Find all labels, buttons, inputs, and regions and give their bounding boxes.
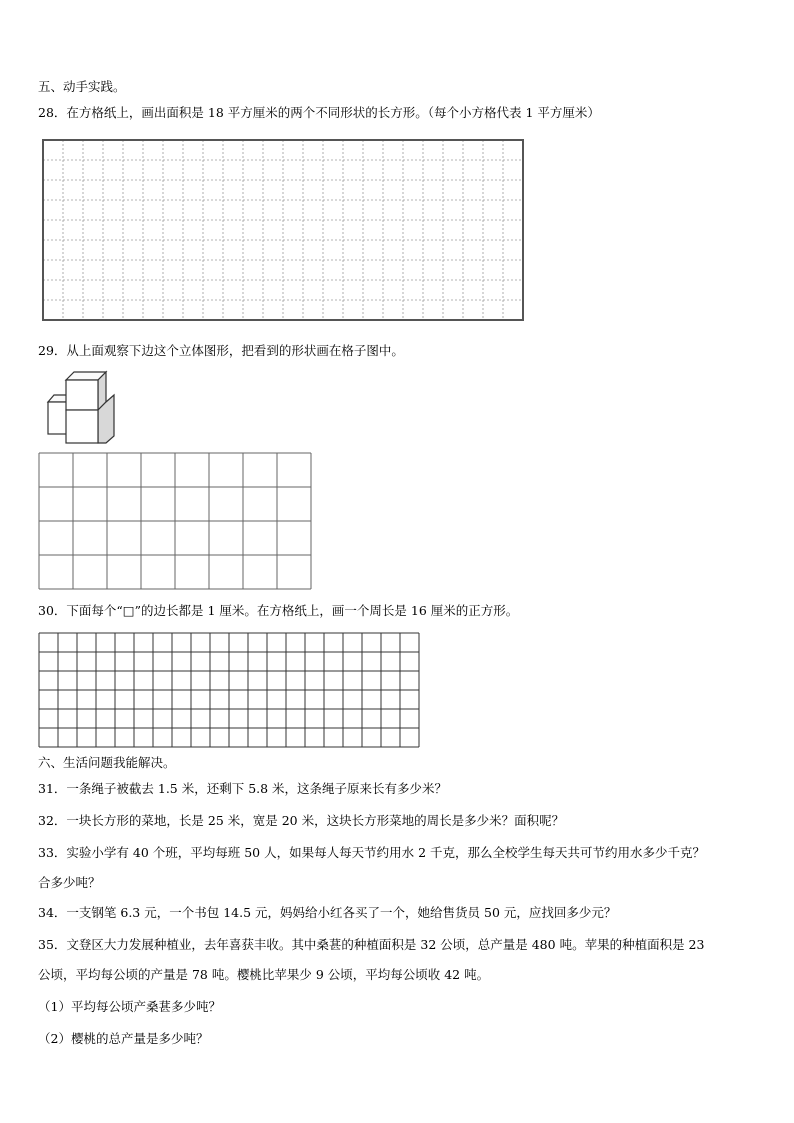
question-35-line-1: 35．文登区大力发展种植业，去年喜获丰收。其中桑葚的种植面积是 32 公顷，总产量是 480 吨。苹果的种植面积是 23 bbox=[38, 937, 705, 952]
question-35-sub-1: （1）平均每公顷产桑葚多少吨？ bbox=[38, 999, 221, 1014]
question-28: 28．在方格纸上，画出面积是 18 平方厘米的两个不同形状的长方形。（每个小方格代表 1 平方厘米） bbox=[38, 105, 600, 120]
question-35-line-2: 公顷，平均每公顷的产量是 78 吨。樱桃比苹果少 9 公顷，平均每公顷收 42 吨。 bbox=[38, 967, 490, 982]
question-29: 29．从上面观察下边这个立体图形，把看到的形状画在格子图中。 bbox=[38, 343, 404, 358]
q29-grid[interactable] bbox=[38, 452, 314, 592]
question-31: 31．一条绳子被截去 1.5 米，还剩下 5.8 米，这条绳子原来长有多少米？ bbox=[38, 781, 448, 796]
question-30: 30．下面每个“□”的边长都是 1 厘米。在方格纸上，画一个周长是 16 厘米的正方形。 bbox=[38, 603, 519, 618]
question-32: 32．一块长方形的菜地，长是 25 米，宽是 20 米，这块长方形菜地的周长是多少米？面积呢？ bbox=[38, 813, 565, 828]
question-35-sub-2: （2）樱桃的总产量是多少吨？ bbox=[38, 1031, 209, 1046]
q30-grid[interactable] bbox=[38, 632, 422, 750]
question-33-line-2: 合多少吨？ bbox=[38, 875, 101, 890]
section-6-heading: 六、生活问题我能解决。 bbox=[38, 755, 176, 770]
q28-grid-paper[interactable] bbox=[41, 138, 525, 322]
section-5-heading: 五、动手实践。 bbox=[38, 79, 126, 94]
question-34: 34．一支钢笔 6.3 元，一个书包 14.5 元，妈妈给小红各买了一个，她给售货员 50 元，应找回多少元？ bbox=[38, 905, 617, 920]
question-33-line-1: 33．实验小学有 40 个班，平均每班 50 人，如果每人每天节约用水 2 千克，那么全校学生每天共可节约用水多少千克？ bbox=[38, 845, 706, 860]
cube-figure bbox=[44, 370, 120, 446]
